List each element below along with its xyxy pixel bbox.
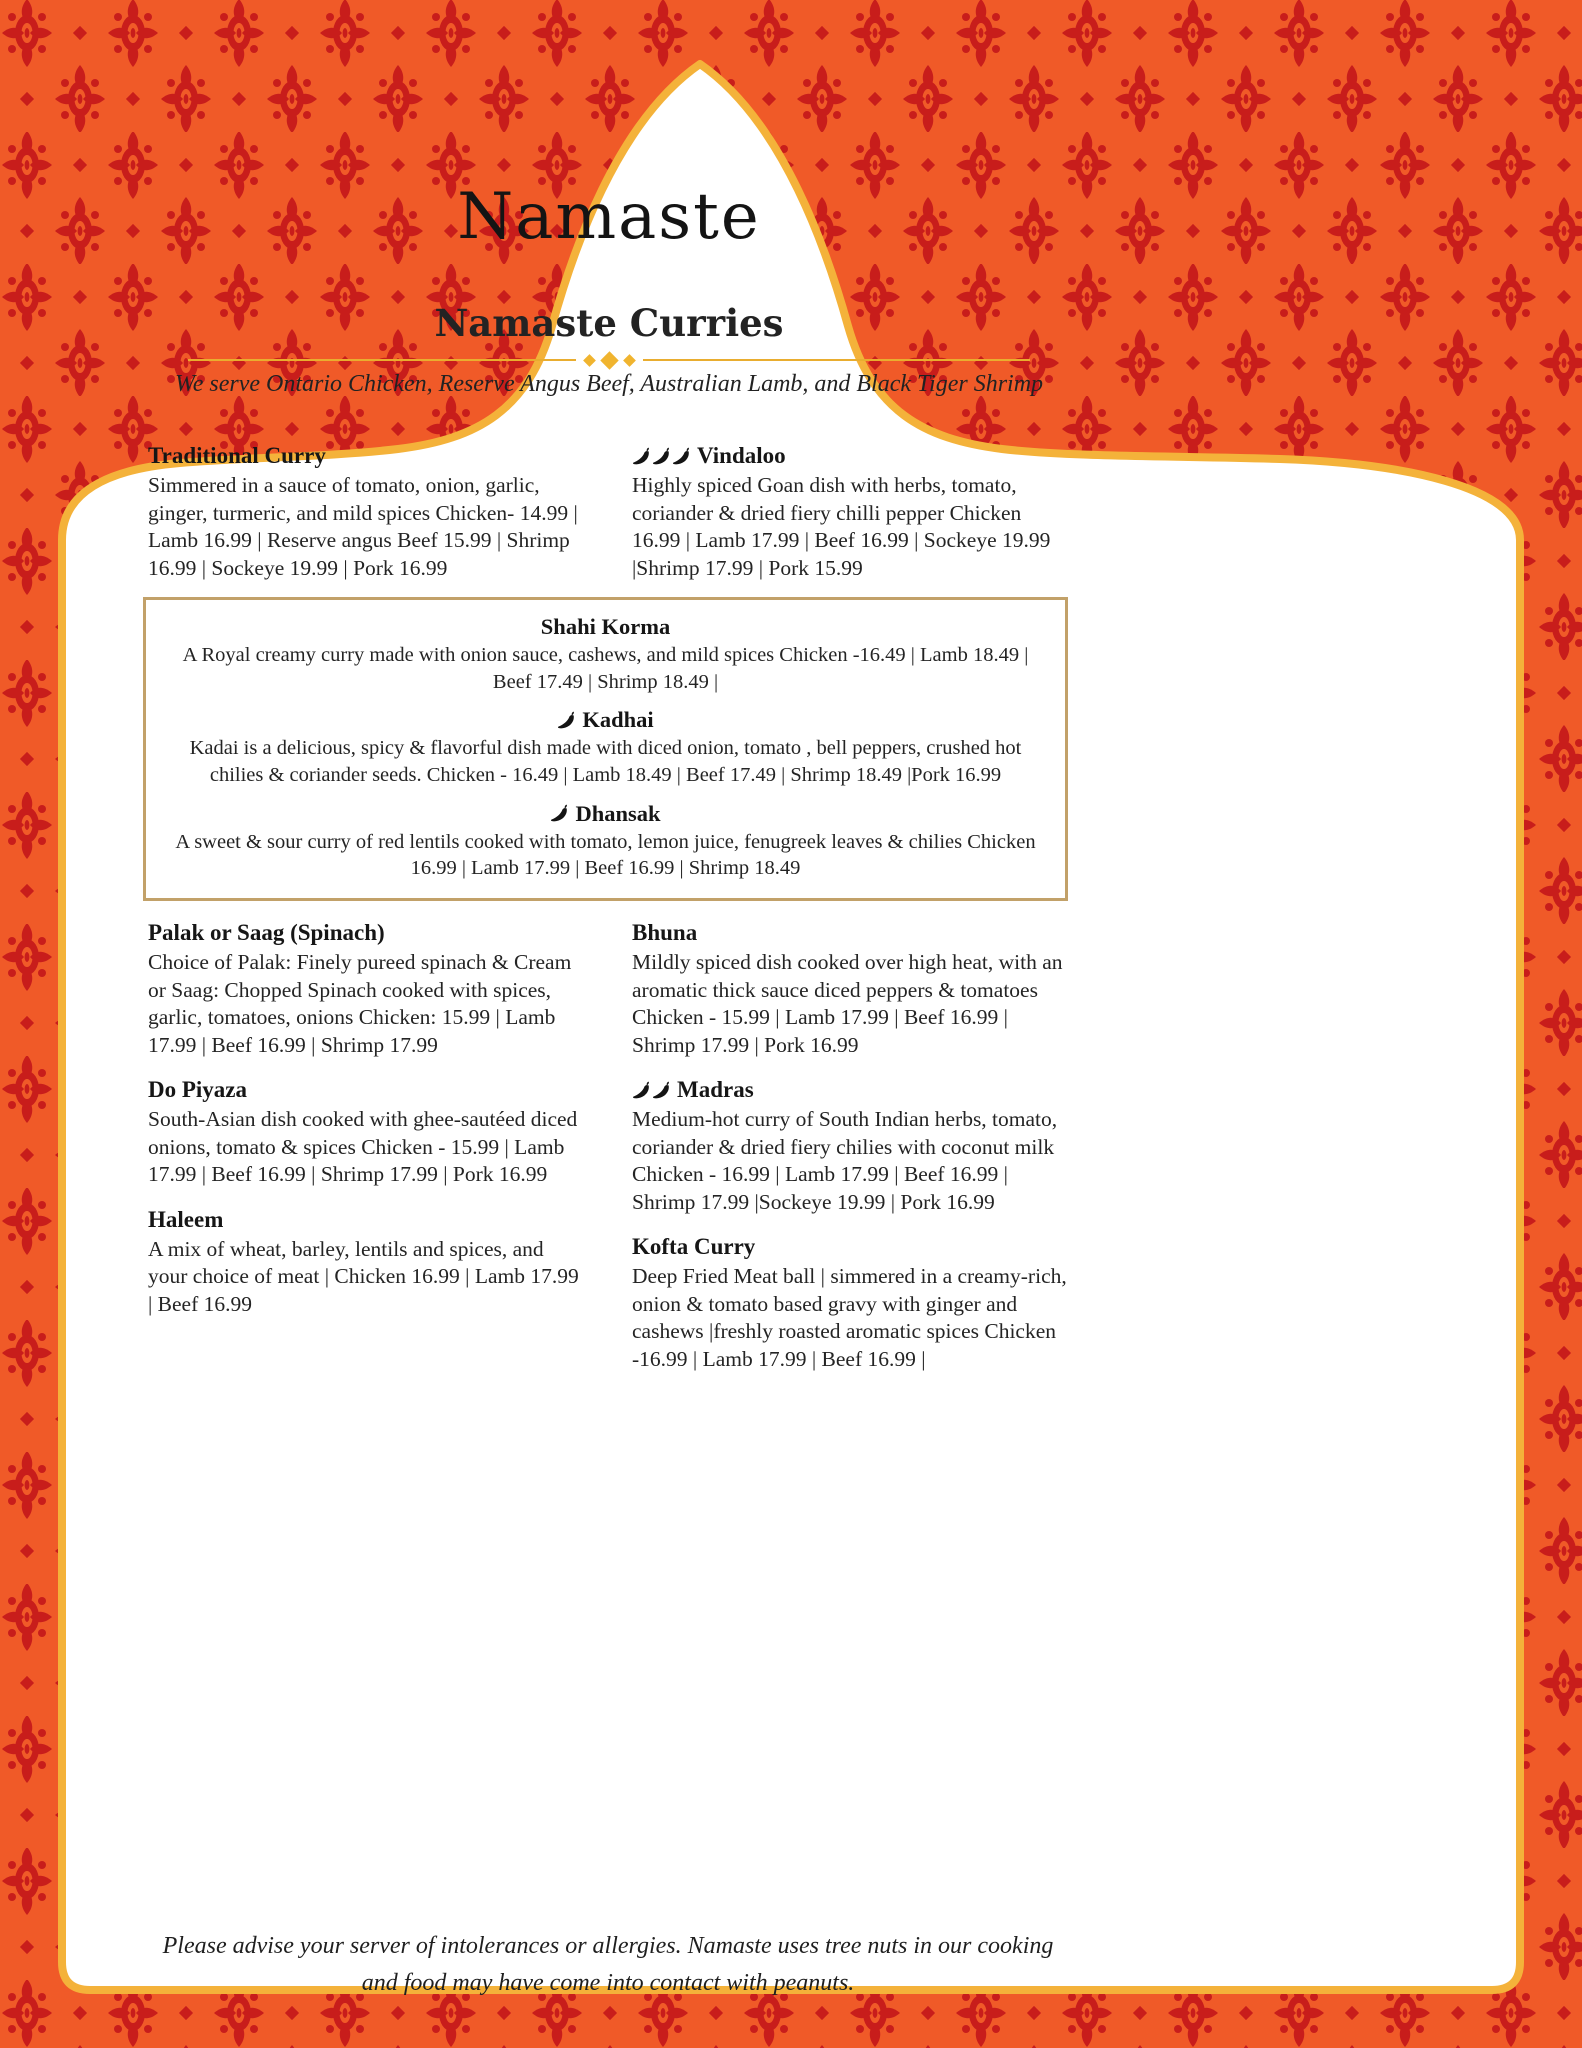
menu-item-name: [148, 1207, 588, 1233]
chili-icon: [632, 447, 651, 466]
top-right-column: [632, 443, 1072, 600]
menu-item: [148, 1077, 588, 1189]
boxed-specials-section: [143, 597, 1068, 901]
chili-icon: [652, 1081, 671, 1100]
menu-item-description: Deep Fried Meat ball | simmered in a creamy-rich, onion & tomato based gravy with ginger and cashews |freshly roasted aromatic spices Chicken -16.99 | Lamb 17.99 | Beef 16.99 |: [632, 1264, 1067, 1371]
menu-item-name: [168, 707, 1043, 733]
menu-item-description: Simmered in a sauce of tomato, onion, garlic, ginger, turmeric, and mild spices Chicken- 14.99 | Lamb 16.99 | Reserve angus Beef 15.99 | Shrimp 16.99 | Sockeye 19.99 | Pork 16.99: [148, 473, 578, 580]
chili-icon: [632, 1081, 651, 1100]
restaurant-title: Namaste: [457, 180, 761, 254]
menu-item: [168, 707, 1043, 788]
menu-item: [168, 801, 1043, 882]
menu-item-title: Bhuna: [632, 920, 698, 945]
top-left-column: [148, 443, 588, 600]
menu-item-title: Kadhai: [582, 707, 654, 733]
menu-content: [148, 0, 1070, 2048]
chili-icon: [652, 447, 671, 466]
menu-item-name: [632, 1234, 1072, 1260]
menu-item-title: Kofta Curry: [632, 1234, 756, 1260]
divider-diamond-icon: [600, 351, 618, 369]
divider-diamond-icon: [583, 354, 596, 367]
menu-item-title: Vindaloo: [697, 443, 786, 468]
menu-item: [632, 443, 1072, 582]
menu-item: [168, 614, 1043, 695]
divider-line: [188, 359, 576, 361]
menu-item-name: [632, 1077, 1072, 1103]
menu-item-name: [148, 443, 588, 469]
top-columns: [148, 443, 1070, 600]
menu-item-name: [168, 614, 1043, 640]
menu-item: [632, 1077, 1072, 1216]
bottom-columns: [148, 920, 1070, 1391]
spice-level: [550, 804, 570, 823]
menu-item-name: [632, 920, 1072, 946]
menu-item-name: [168, 801, 1043, 827]
menu-item-description: South-Asian dish cooked with ghee-sautéed diced onions, tomato & spices Chicken - 15.99 | Lamb 17.99 | Beef 16.99 | Shrimp 17.99 | Pork 16.99: [148, 1107, 578, 1187]
menu-item-title: Traditional Curry: [148, 443, 326, 468]
menu-item-name: [632, 443, 1072, 469]
divider-line: [643, 359, 1031, 361]
menu-item-title: Palak or Saag (Spinach): [148, 920, 385, 945]
tagline: We serve Ontario Chicken, Reserve Angus Beef, Australian Lamb, and Black Tiger Shrimp: [174, 371, 1044, 397]
menu-item-description: Highly spiced Goan dish with herbs, tomato, coriander & dried fiery chilli pepper Chicken 16.99 | Lamb 17.99 | Beef 16.99 | Sockeye 19.99 |Shrimp 17.99 | Pork 15.99: [632, 473, 1051, 580]
menu-item-title: Haleem: [148, 1206, 224, 1232]
divider-diamond-icon: [623, 354, 636, 367]
bottom-left-column: [148, 920, 588, 1391]
chili-icon: [672, 447, 691, 466]
spice-level: [557, 711, 577, 730]
menu-item: [632, 1234, 1072, 1373]
menu-section-title: Namaste Curries: [434, 301, 784, 345]
menu-item-title: Shahi Korma: [540, 614, 671, 639]
spice-level: [632, 447, 692, 466]
menu-item-description: Kadai is a delicious, spicy & flavorful dish made with diced onion, tomato , bell peppers, crushed hot chilies & coriander seeds. Chicken - 16.49 | Lamb 18.49 | Beef 17.49 | Shrimp 18.49 |Pork 16.99: [189, 737, 1022, 786]
chili-icon: [550, 804, 569, 823]
menu-item: [148, 1207, 588, 1319]
menu-item-name: [148, 920, 588, 946]
menu-item-title: Dhansak: [575, 800, 661, 826]
menu-item-title: Do Piyaza: [148, 1077, 248, 1103]
menu-item-name: [148, 1077, 588, 1103]
menu-item: [148, 443, 588, 582]
chili-icon: [557, 711, 576, 730]
menu-item-description: Choice of Palak: Finely pureed spinach & Cream or Saag: Chopped Spinach cooked with spices, garlic, tomatoes, onions Chicken: 15.99 | Lamb 17.99 | Beef 16.99 | Shrimp 17.99: [148, 950, 572, 1057]
menu-item-title: Madras: [677, 1077, 754, 1103]
menu-item-description: A mix of wheat, barley, lentils and spices, and your choice of meat | Chicken 16.99 | Lamb 17.99 | Beef 16.99: [148, 1236, 579, 1316]
menu-item-description: Mildly spiced dish cooked over high heat, with an aromatic thick sauce diced peppers & tomatoes Chicken - 15.99 | Lamb 17.99 | Beef 16.99 | Shrimp 17.99 | Pork 16.99: [632, 950, 1063, 1057]
menu-item: [148, 920, 588, 1059]
menu-item: [632, 920, 1072, 1059]
allergy-note: Please advise your server of intolerances or allergies. Namaste uses tree nuts in our cooking and food may have come into contact with peanuts.: [162, 1933, 1054, 1997]
menu-item-description: Medium-hot curry of South Indian herbs, tomato, coriander & dried fiery chilies with coconut milk Chicken - 16.99 | Lamb 17.99 | Beef 16.99 | Shrimp 17.99 |Sockeye 19.99 | Pork 16.99: [632, 1107, 1058, 1214]
bottom-right-column: [632, 920, 1072, 1391]
gold-divider: [188, 352, 1030, 368]
menu-item-description: A Royal creamy curry made with onion sauce, cashews, and mild spices Chicken -16.49 | Lamb 18.49 | Beef 17.49 | Shrimp 18.49 |: [182, 644, 1029, 693]
spice-level: [632, 1081, 672, 1100]
menu-item-description: A sweet & sour curry of red lentils cooked with tomato, lemon juice, fenugreek leaves & chilies Chicken 16.99 | Lamb 17.99 | Beef 16.99 | Shrimp 18.49: [175, 830, 1036, 880]
